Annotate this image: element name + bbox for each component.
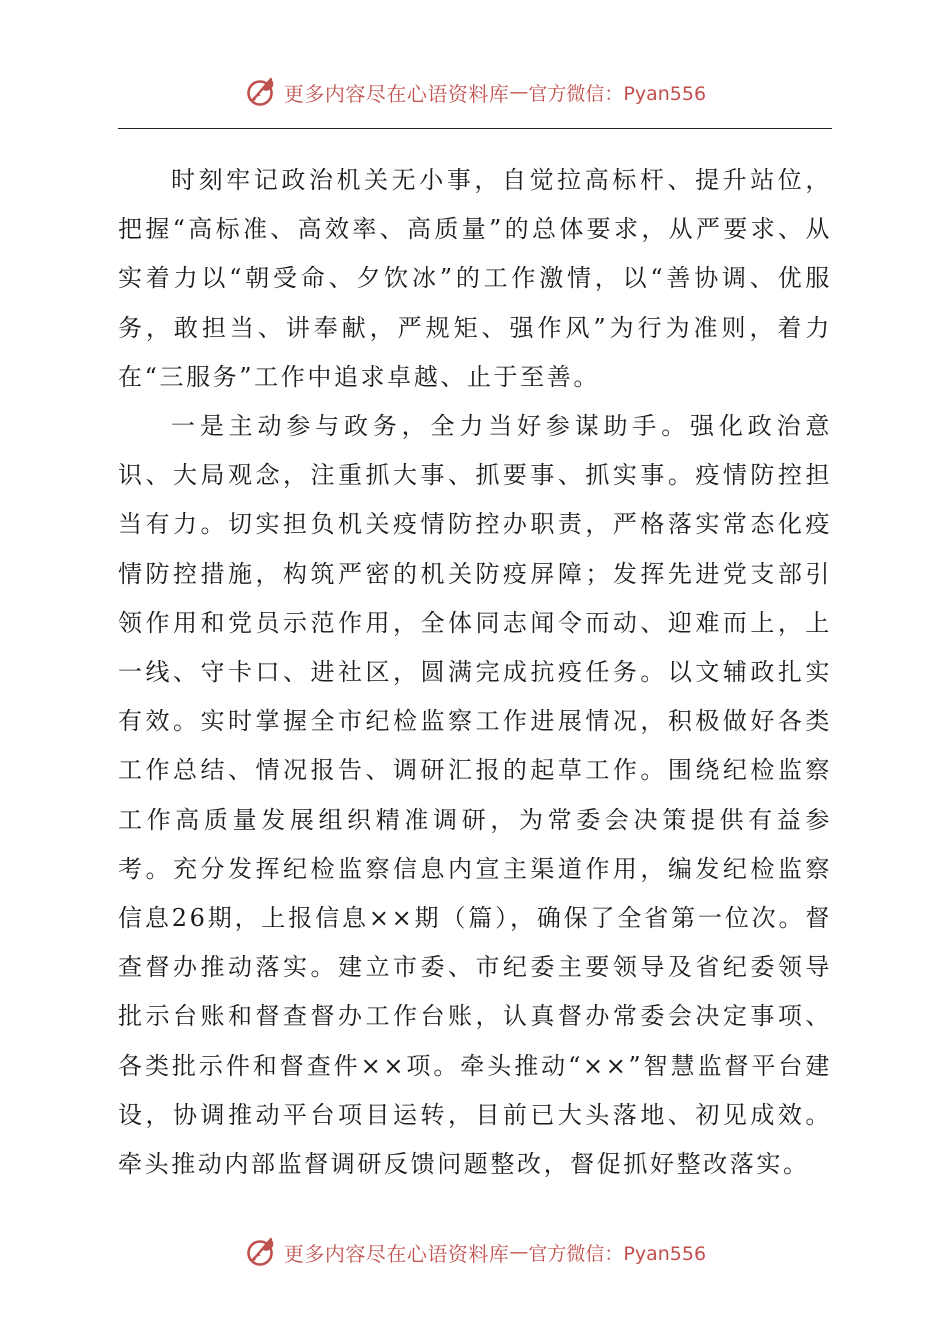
footer-separator: — <box>509 1241 529 1263</box>
paragraph-2: 一是主动参与政务，全力当好参谋助手。强化政治意识、大局观念，注重抓大事、抓要事、抓实事。疫情防控担当有力。切实担负机关疫情防控办职责，严格落实常态化疫情防控措施，构筑严密的机关防疫屏障；发挥先进党支部引领作用和党员示范作用，全体同志闻令而动、迎难而上，上一线、守卡口、进社区，圆满完成抗疫任务。以文辅政扎实有效。实时掌握全市纪检监察工作进展情况，积极做好各类工作总结、情况报告、调研汇报的起草工作。围绕纪检监察工作高质量发展组织精准调研，为常委会决策提供有益参考。充分发挥纪检监察信息内宣主渠道作用，编发纪检监察信息26期，上报信息××期（篇），确保了全省第一位次。督查督办推动落实。建立市委、市纪委主要领导及省纪委领导批示台账和督查督办工作台账，认真督办常委会决定事项、各类批示件和督查件××项。牵头推动“××”智慧监督平台建设，协调推动平台项目运转，目前已大头落地、初见成效。牵头推动内部监督调研反馈问题整改，督促抓好整改落实。 <box>118 412 832 1179</box>
paragraph-1: 时刻牢记政治机关无小事，自觉拉高标杆、提升站位，把握“高标准、高效率、高质量”的总体要求，从严要求、从实着力以“朝受命、夕饮冰”的工作激情，以“善协调、优服务，敢担当、讲奉献，严规矩、强作风”为行为准则，着力在“三服务”工作中追求卓越、止于至善。 <box>118 166 832 391</box>
document-body <box>118 156 832 1189</box>
quill-logo-icon <box>244 74 280 110</box>
header-contact-text: 官方微信：Pyan556 <box>528 82 707 105</box>
footer-contact-text: 官方微信：Pyan556 <box>528 1242 707 1265</box>
footer-brand-text: 更多内容尽在心语资料库 <box>283 1241 510 1266</box>
header-rule <box>118 128 832 129</box>
header-brand-text: 更多内容尽在心语资料库 <box>283 81 510 106</box>
header-banner <box>0 72 950 112</box>
header-separator: — <box>509 81 529 103</box>
footer-banner <box>0 1232 950 1272</box>
quill-logo-icon <box>244 1234 280 1270</box>
